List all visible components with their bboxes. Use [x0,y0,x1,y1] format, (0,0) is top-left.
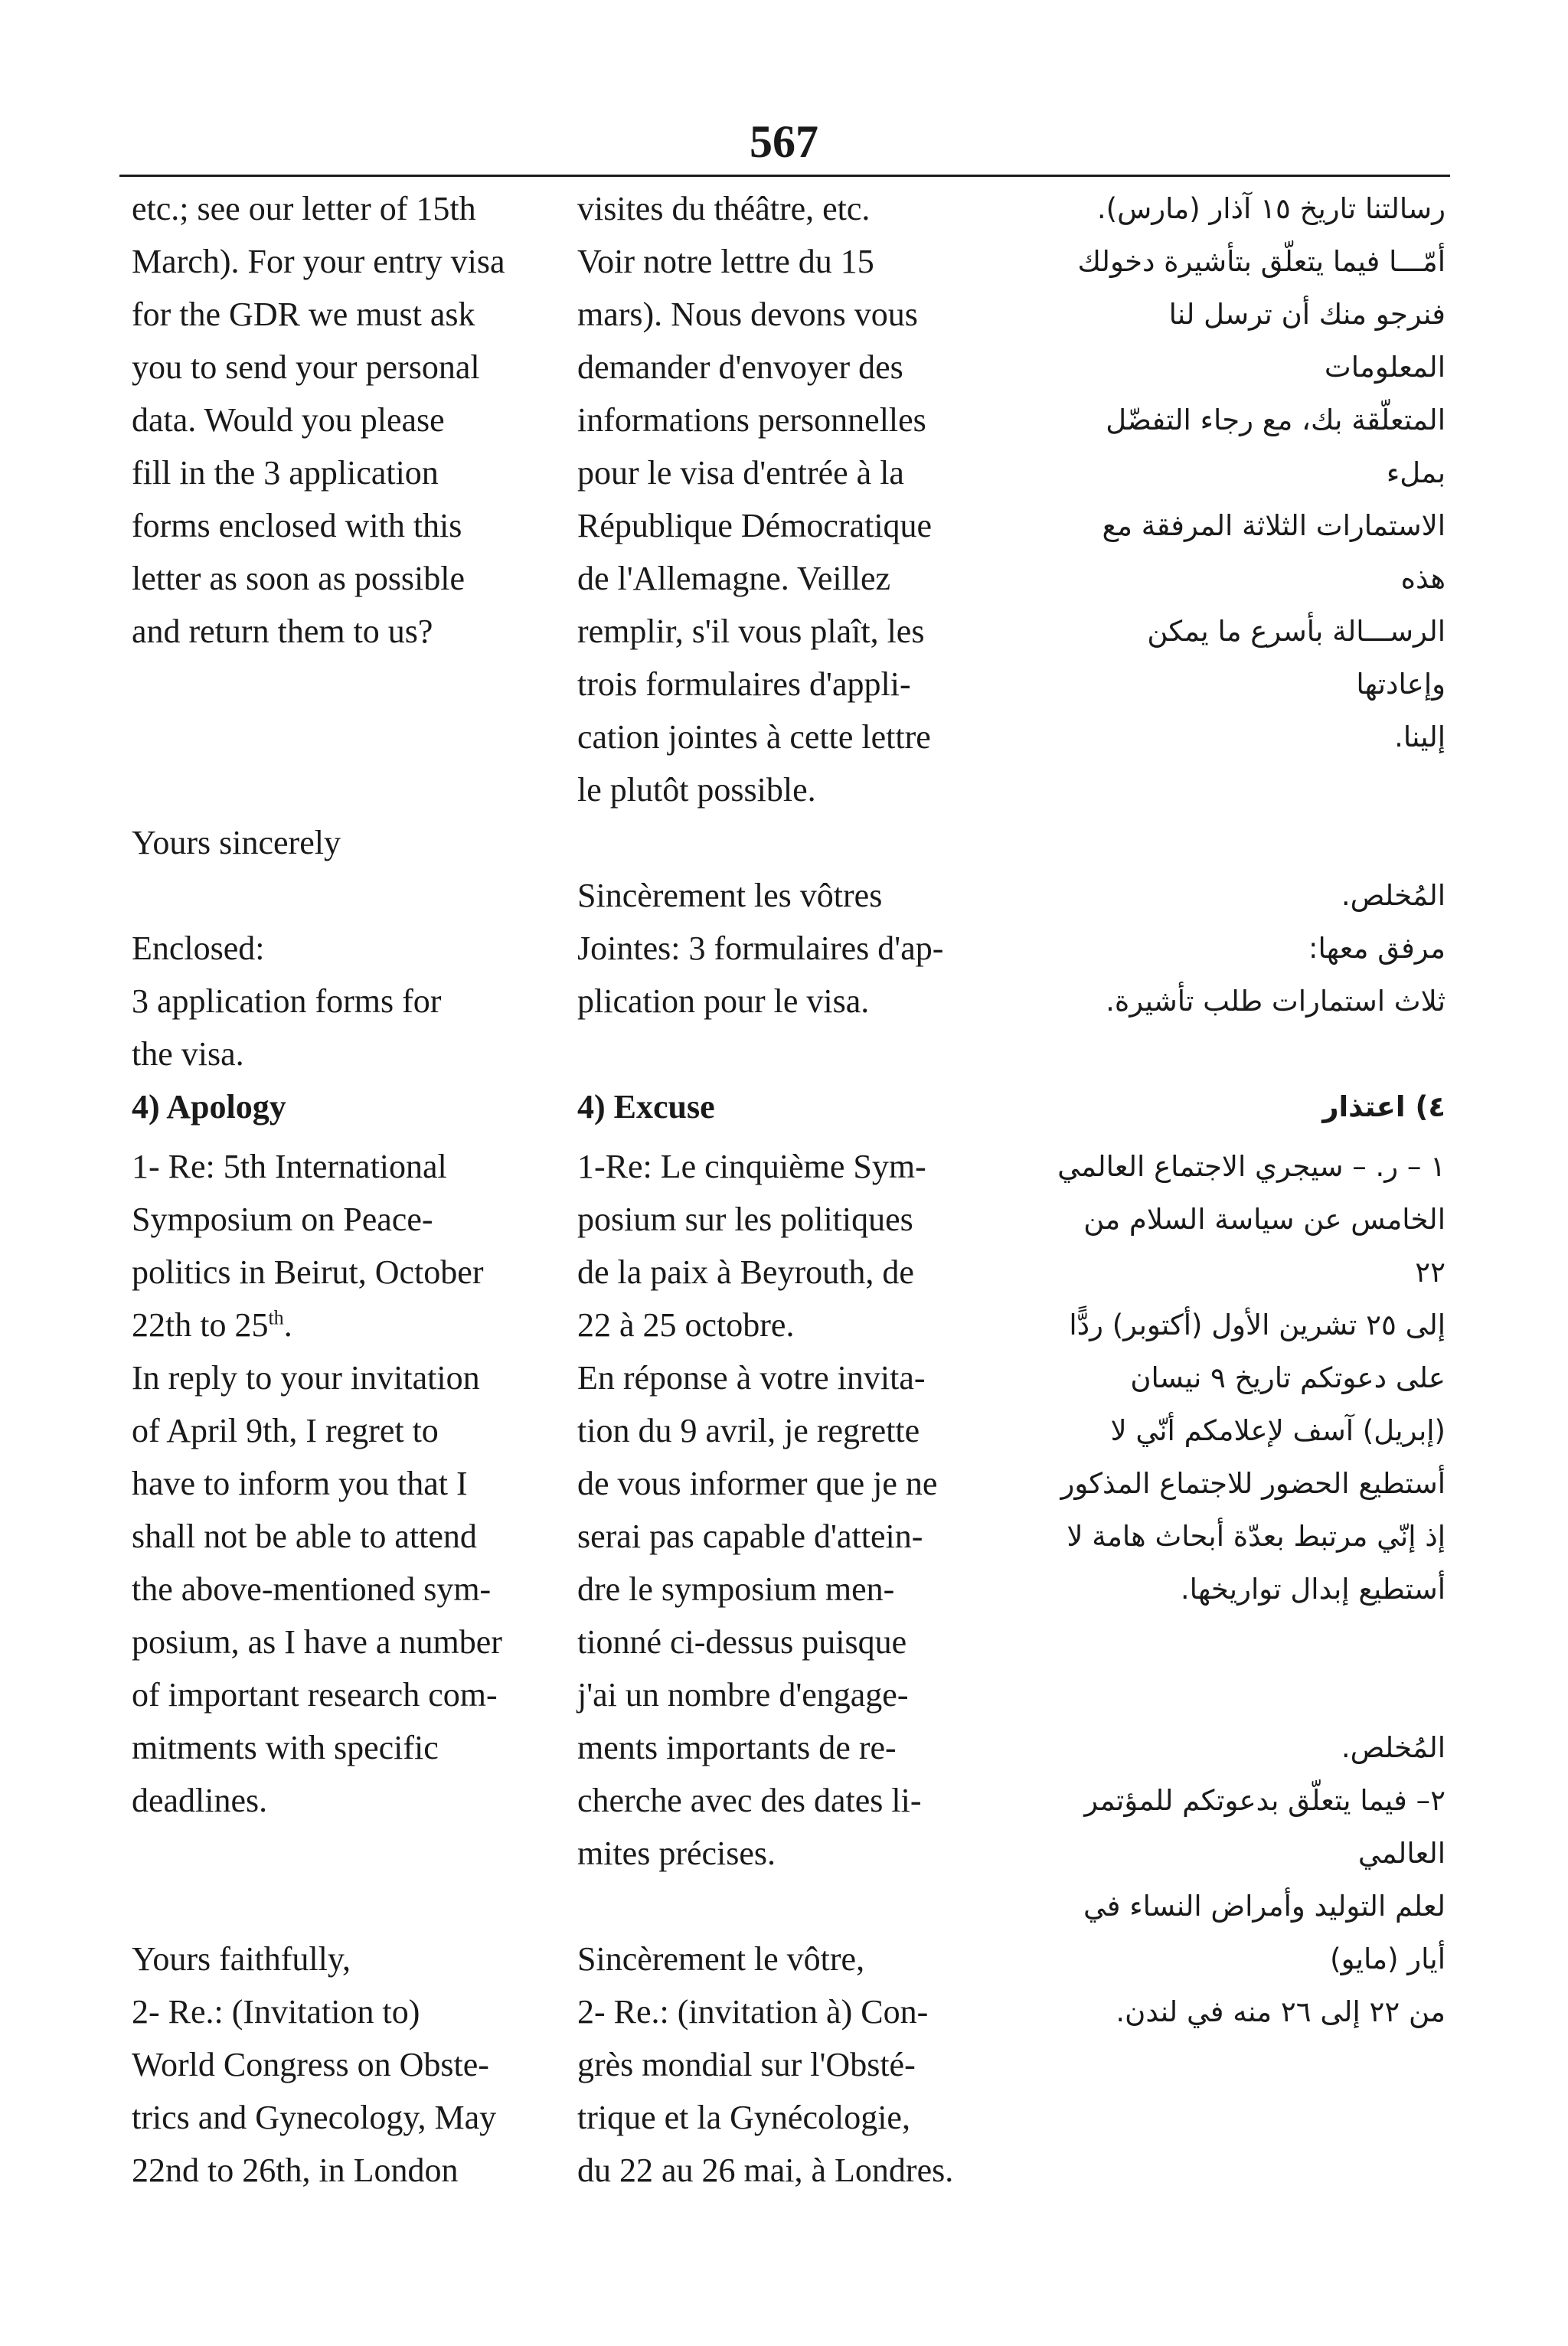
text-line: demander d'envoyer des [577,348,903,386]
text-line: أستطيع الحضور للاجتماع المذكور [1060,1467,1446,1500]
enclosed-label: مرفق معها: [1308,932,1446,965]
spacer [1050,1133,1446,1140]
text-line: letter as soon as possible [132,560,466,597]
text-line: de la paix à Beyrouth, de [577,1253,914,1291]
english-column [132,182,545,2197]
section-heading-excuse: 4) Excuse [577,1088,715,1126]
text-line: fill in the 3 application [132,454,439,492]
text-line: trois formulaires d'appli- [577,665,911,703]
text-line: إلينا. [1394,720,1446,753]
text-line: j'ai un nombre d'engage- [577,1676,909,1714]
text-line: visites du théâtre, etc. [577,190,871,227]
text-line: Jointes: 3 formulaires d'ap- [577,930,944,967]
text-line: the visa. [132,1035,244,1073]
text-line: the above-mentioned sym- [132,1570,492,1608]
text-line: World Congress on Obste- [132,2046,489,2083]
text-line: 3 application forms for [132,982,442,1020]
spacer [577,1880,991,1933]
text-line [132,1299,545,1351]
text-line: du 22 au 26 mai, à Londres. [577,2152,954,2189]
text-line: الخامس عن سياسة السلام من ٢٢ [1083,1203,1446,1289]
text-line: shall not be able to attend [132,1518,477,1555]
text-line: من ٢٢ إلى ٢٦ منه في لندن. [1116,1995,1446,2028]
arabic-column [1050,182,1446,2038]
text-line: République Démocratique [577,507,933,544]
spacer [132,869,545,922]
closing-sincerely: المُخلص. [1341,879,1446,912]
spacer [577,1028,991,1080]
section-heading-apology: 4) Apology [132,1088,286,1126]
closing-sincerely: Sincèrement les vôtres [577,877,883,914]
text-line: إلى ٢٥ تشرين الأول (أكتوبر) ردًّا [1069,1309,1446,1341]
text-line: plication pour le visa. [577,982,870,1020]
text-line: mitments with specific [132,1729,439,1766]
text-line: ١ – ر. – سيجري الاجتماع العالمي [1057,1150,1446,1183]
text-line: forms enclosed with this [132,507,462,544]
text-line: of April 9th, I regret to [132,1412,439,1449]
spacer [1050,1028,1446,1080]
text-line: 1- Re: 5th International [132,1148,447,1185]
text-line: dre le symposium men- [577,1570,895,1608]
text-line: politics in Beirut, October [132,1253,484,1291]
text-line: remplir, s'il vous plaît, les [577,613,925,650]
header-rule [119,175,1450,177]
text-line: de l'Allemagne. Veillez [577,560,891,597]
text-line: posium, as I have a number [132,1623,502,1661]
text-line: إذ إنّي مرتبط بعدّة أبحاث هامة لا [1067,1520,1446,1553]
text-line: data. Would you please [132,401,445,439]
ordinal-suffix: th [268,1306,284,1329]
text-line: deadlines. [132,1782,268,1819]
closing-sincerely-2: المُخلص. [1341,1731,1446,1764]
text-line: In reply to your invitation [132,1359,480,1397]
section-heading-apology: ٤) اعتذار [1322,1090,1446,1123]
text-line: أمّـــا فيما يتعلّق بتأشيرة دخولك [1077,245,1446,278]
spacer [132,1827,545,1933]
text-line: tionné ci-dessus puisque [577,1623,907,1661]
period: . [283,1306,292,1344]
text-line: 22nd to 26th, in London [132,2152,459,2189]
text-line: for the GDR we must ask [132,296,475,333]
text-line: de vous informer que je ne [577,1465,938,1502]
spacer [1050,763,1446,869]
text-line: ثلاث استمارات طلب تأشيرة. [1106,985,1446,1018]
text-line: رسالتنا تاريخ ١٥ آذار (مارس). [1096,192,1446,225]
text-line: Voir notre lettre du 15 [577,243,874,280]
item-1-date: 22th to 25 [132,1306,269,1344]
spacer [132,1133,545,1140]
text-line: على دعوتكم تاريخ ٩ نيسان [1130,1361,1446,1394]
text-line: have to inform you that I [132,1465,468,1502]
text-line: 22 à 25 octobre. [577,1306,795,1344]
text-line: الرســـالة بأسرع ما يمكن وإعادتها [1147,615,1446,701]
text-line: 2- Re.: (Invitation to) [132,1993,420,2031]
text-line: المتعلّقة بك، مع رجاء التفضّل بملء [1106,404,1446,489]
text-line: 1-Re: Le cinquième Sym- [577,1148,926,1185]
closing-sincerely: Yours sincerely [132,824,341,861]
enclosed-label: Enclosed: [132,930,265,967]
text-line: (إبريل) آسف لإعلامكم أنّي لا [1110,1414,1446,1447]
page-number: 567 [750,116,818,167]
text-line: mars). Nous devons vous [577,296,918,333]
text-line: posium sur les politiques [577,1201,913,1238]
text-line: ments importants de re- [577,1729,897,1766]
spacer [132,658,545,763]
text-line: informations personnelles [577,401,926,439]
text-line: trique et la Gynécologie, [577,2099,910,2136]
text-line: أستطيع إبدال تواريخها. [1180,1573,1446,1606]
text-line: and return them to us? [132,613,433,650]
text-line: ٢– فيما يتعلّق بدعوتكم للمؤتمر العالمي [1084,1784,1446,1870]
text-line: لعلم التوليد وأمراض النساء في أيار (مايو) [1083,1890,1446,1975]
text-line: tion du 9 avril, je regrette [577,1412,920,1449]
text-line: you to send your personal [132,348,480,386]
text-line: cation jointes à cette lettre [577,718,931,756]
spacer [577,1133,991,1140]
text-line: mites précises. [577,1835,776,1872]
spacer [577,816,991,869]
text-line: etc.; see our letter of 15th [132,190,476,227]
text-line: le plutôt possible. [577,771,816,809]
closing-sincerely-2: Sincèrement le vôtre, [577,1940,865,1978]
text-line: فنرجو منك أن ترسل لنا المعلومات [1168,298,1446,384]
spacer [132,763,545,816]
text-line: March). For your entry visa [132,243,505,280]
text-line: grès mondial sur l'Obsté- [577,2046,916,2083]
text-line: pour le visa d'entrée à la [577,454,904,492]
text-line: En réponse à votre invita- [577,1359,926,1397]
french-column [577,182,991,2197]
closing-faithfully: Yours faithfully, [132,1940,351,1978]
text-line: Symposium on Peace- [132,1201,433,1238]
text-line: cherche avec des dates li- [577,1782,922,1819]
text-line: serai pas capable d'attein- [577,1518,923,1555]
text-line: trics and Gynecology, May [132,2099,497,2136]
spacer [1050,1616,1446,1721]
text-line: الاستمارات الثلاثة المرفقة مع هذه [1102,509,1446,595]
text-line: of important research com- [132,1676,498,1714]
text-line: 2- Re.: (invitation à) Con- [577,1993,929,2031]
